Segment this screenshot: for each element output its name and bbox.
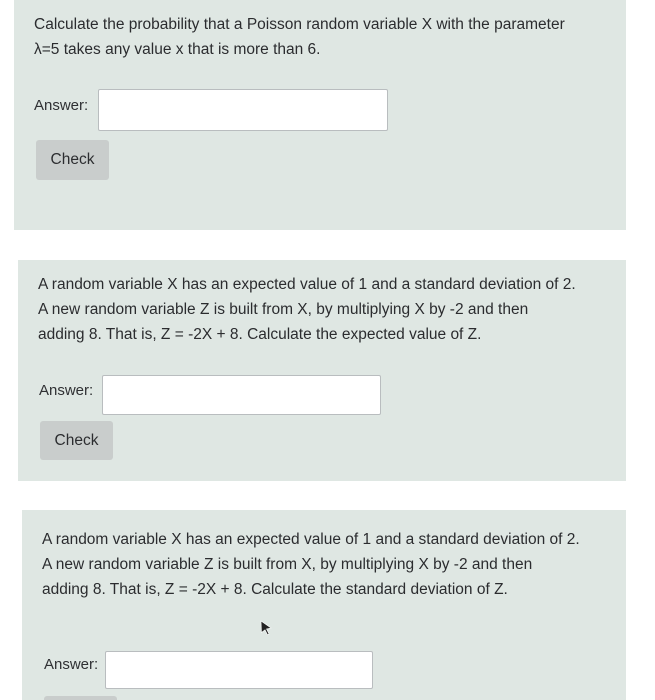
answer-input-1[interactable] (98, 89, 388, 131)
question-1-line-1: Calculate the probability that a Poisson random variable X with the parameter (34, 16, 565, 33)
check-button-3-partial[interactable] (44, 696, 117, 700)
question-text-1 (34, 12, 565, 62)
question-card-2 (18, 260, 626, 481)
question-3-line-3: adding 8. That is, Z = -2X + 8. Calculate the standard deviation of Z. (42, 581, 508, 598)
question-text-2 (38, 272, 576, 347)
question-2-line-1: A random variable X has an expected value of 1 and a standard deviation of 2. (38, 276, 576, 293)
check-button-2[interactable]: Check (40, 421, 113, 460)
answer-input-3[interactable] (105, 651, 373, 689)
question-card-1 (14, 0, 626, 230)
question-2-line-2: A new random variable Z is built from X, by multiplying X by -2 and then (38, 301, 529, 318)
question-2-line-3: adding 8. That is, Z = -2X + 8. Calculate the expected value of Z. (38, 326, 482, 343)
answer-label-2: Answer: (39, 382, 94, 399)
answer-label-3: Answer: (44, 656, 99, 673)
question-text-3 (42, 527, 580, 602)
check-button-1[interactable]: Check (36, 140, 109, 180)
question-card-3 (22, 510, 626, 700)
question-3-line-1: A random variable X has an expected value of 1 and a standard deviation of 2. (42, 531, 580, 548)
answer-input-2[interactable] (102, 375, 381, 415)
question-1-line-2: λ=5 takes any value x that is more than 6. (34, 41, 321, 58)
answer-label-1: Answer: (34, 97, 89, 114)
question-3-line-2: A new random variable Z is built from X, by multiplying X by -2 and then (42, 556, 533, 573)
mouse-pointer-icon (258, 620, 274, 636)
